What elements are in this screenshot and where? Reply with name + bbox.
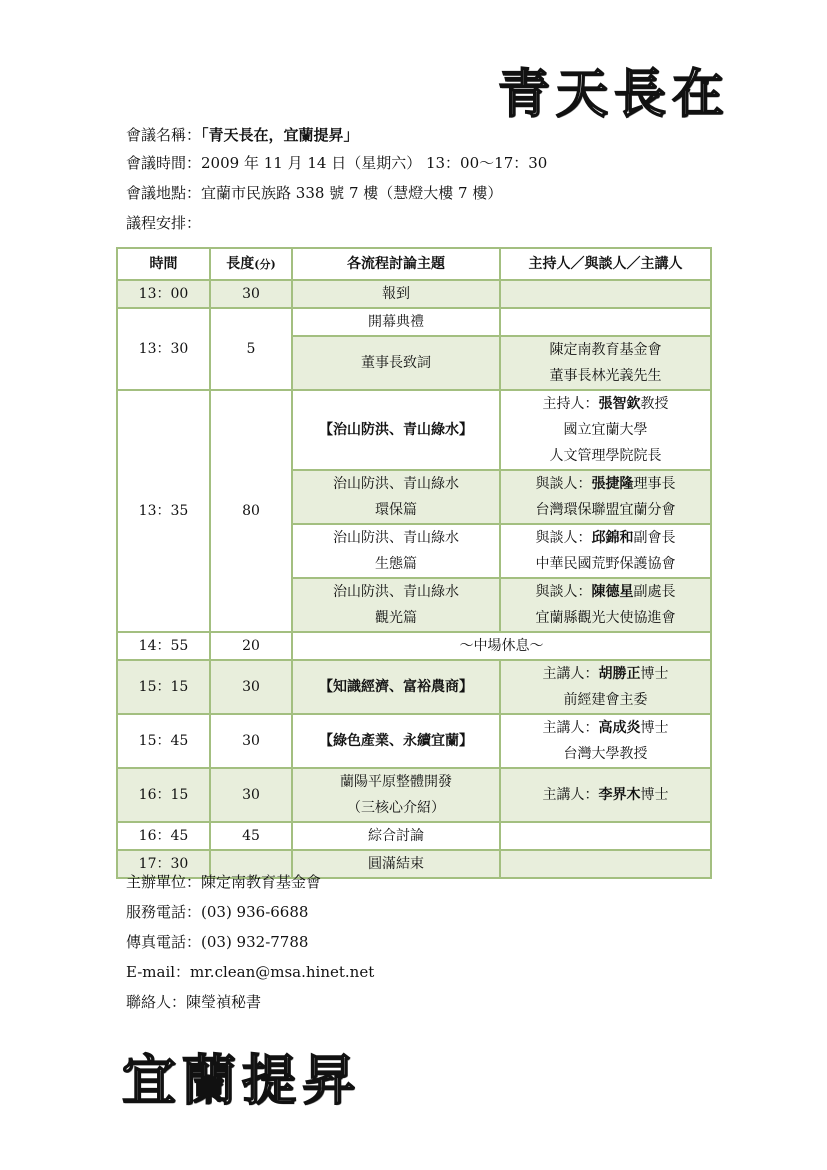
host-line: [503, 471, 708, 497]
table-row: [117, 390, 711, 470]
email[interactable]: E-mail：mr.clean@msa.hinet.net: [126, 963, 375, 981]
table-row: [117, 822, 711, 850]
topic-line: （三核心介紹）: [347, 800, 445, 816]
row-time: 13：35: [117, 390, 210, 632]
row-topic: [292, 578, 500, 632]
host-prefix: 主持人：: [542, 396, 599, 412]
meeting-place-label: 會議地點：: [126, 184, 202, 202]
meeting-place-value: 宜蘭市民族路 338 號 7 樓（慧燈大樓 7 樓）: [201, 184, 503, 202]
host-line: 陳定南教育基金會: [549, 342, 662, 358]
row-topic: 綜合討論: [292, 822, 500, 850]
agenda-label: 議程安排：: [126, 214, 202, 232]
host-prefix: 與談人：: [535, 584, 592, 600]
row-duration: 80: [210, 390, 292, 632]
table-row: [117, 632, 711, 660]
host-line: [503, 715, 708, 741]
row-topic: [292, 524, 500, 578]
header-duration: [210, 248, 292, 280]
row-topic: 報到: [292, 280, 500, 308]
host-name: 張智欽: [598, 396, 641, 412]
topic-line: 環保篇: [375, 502, 417, 518]
row-time: 15：15: [117, 660, 210, 714]
host-title: 博士: [640, 787, 669, 803]
host-name: 邱錦和: [591, 530, 634, 546]
row-host: [500, 470, 711, 524]
host-title: 博士: [640, 720, 669, 736]
topic-line: 觀光篇: [375, 610, 417, 626]
host-name: 張捷隆: [591, 476, 634, 492]
row-topic: 圓滿結束: [292, 850, 500, 878]
row-time: 16：45: [117, 822, 210, 850]
phone: 服務電話：(03) 936-6688: [126, 903, 309, 921]
meeting-time-label: 會議時間：: [126, 154, 202, 172]
organizer: 主辦單位：陳定南教育基金會: [126, 873, 322, 891]
topic-line: 治山防洪、青山綠水: [333, 476, 459, 492]
host-name: 李界木: [598, 787, 641, 803]
host-line: 國立宜蘭大學: [563, 422, 648, 438]
host-line: 董事長林光義先生: [549, 368, 662, 384]
topic-line: 蘭陽平原整體開發: [340, 774, 452, 790]
host-name: 胡勝正: [598, 666, 641, 682]
row-host: [500, 660, 711, 714]
meeting-time-value: 2009 年 11 月 14 日（星期六） 13：00～17：30: [201, 154, 548, 172]
row-time: 15：45: [117, 714, 210, 768]
contact-person: 聯絡人：陳瑩禎秘書: [126, 993, 262, 1011]
row-time: 14：55: [117, 632, 210, 660]
row-time: 16：15: [117, 768, 210, 822]
row-time: 13：30: [117, 308, 210, 390]
host-title: 副會長: [633, 530, 676, 546]
host-title: 副處長: [633, 584, 676, 600]
header-duration-unit: (分): [254, 257, 276, 271]
meeting-name-value: 「青天長在，宜蘭提昇」: [201, 126, 359, 144]
row-topic: 【綠色產業、永續宜蘭】: [292, 714, 500, 768]
table-header-row: [117, 248, 711, 280]
host-prefix: 與談人：: [535, 530, 592, 546]
row-time: 13：00: [117, 280, 210, 308]
header-duration-label: 長度: [226, 255, 255, 272]
host-prefix: 主講人：: [542, 720, 599, 736]
row-duration: 20: [210, 632, 292, 660]
row-topic: [292, 470, 500, 524]
row-topic: 董事長致詞: [292, 336, 500, 390]
row-duration: 5: [210, 308, 292, 390]
host-line: 宜蘭縣觀光大使協進會: [535, 610, 676, 626]
fax: 傳真電話：(03) 932-7788: [126, 933, 309, 951]
row-topic: 【治山防洪、青山綠水】: [292, 390, 500, 470]
row-host: [500, 308, 711, 336]
header-time: 時間: [117, 248, 210, 280]
agenda-table: [116, 247, 712, 879]
host-title: 教授: [640, 396, 669, 412]
host-line: 前經建會主委: [563, 692, 648, 708]
row-topic: ～中場休息～: [292, 632, 711, 660]
row-host: [500, 524, 711, 578]
topic-line: 治山防洪、青山綠水: [333, 530, 459, 546]
host-title: 理事長: [633, 476, 676, 492]
host-line: 台灣大學教授: [563, 746, 648, 762]
host-line: 台灣環保聯盟宜蘭分會: [535, 502, 676, 518]
table-row: [117, 308, 711, 336]
meeting-place: [126, 183, 502, 203]
row-host: [500, 578, 711, 632]
host-prefix: 與談人：: [535, 476, 592, 492]
row-topic: 開幕典禮: [292, 308, 500, 336]
header-title: 青天長在: [498, 64, 731, 125]
row-topic: [292, 768, 500, 822]
footer-title: 宜蘭提昇: [122, 1048, 362, 1112]
row-duration: 45: [210, 822, 292, 850]
meeting-name: [126, 125, 359, 145]
row-duration: 30: [210, 768, 292, 822]
row-host: [500, 850, 711, 878]
host-prefix: 主講人：: [542, 666, 599, 682]
header-host: 主持人／與談人／主講人: [500, 248, 711, 280]
host-line: [503, 391, 708, 417]
row-host: [500, 714, 711, 768]
row-host: [500, 390, 711, 470]
table-row: [117, 768, 711, 822]
table-row: [117, 660, 711, 714]
host-name: 陳德星: [591, 584, 634, 600]
meeting-time: [126, 153, 547, 173]
topic-line: 治山防洪、青山綠水: [333, 584, 459, 600]
row-host: [500, 768, 711, 822]
host-prefix: 主講人：: [542, 787, 599, 803]
host-line: [503, 579, 708, 605]
table-row: [117, 280, 711, 308]
host-line: [503, 525, 708, 551]
row-host: [500, 822, 711, 850]
row-time: 17：30: [117, 850, 210, 878]
row-host: [500, 280, 711, 308]
host-name: 高成炎: [598, 720, 641, 736]
topic-line: 生態篇: [375, 556, 417, 572]
host-title: 博士: [640, 666, 669, 682]
host-line: 人文管理學院院長: [549, 448, 662, 464]
meeting-name-label: 會議名稱：: [126, 126, 202, 144]
row-duration: 30: [210, 280, 292, 308]
table-row: [117, 714, 711, 768]
row-duration: 30: [210, 660, 292, 714]
row-host: [500, 336, 711, 390]
header-topic: 各流程討論主題: [292, 248, 500, 280]
row-topic: 【知識經濟、富裕農商】: [292, 660, 500, 714]
row-duration: 30: [210, 714, 292, 768]
host-line: [503, 661, 708, 687]
host-line: 中華民國荒野保護協會: [535, 556, 676, 572]
